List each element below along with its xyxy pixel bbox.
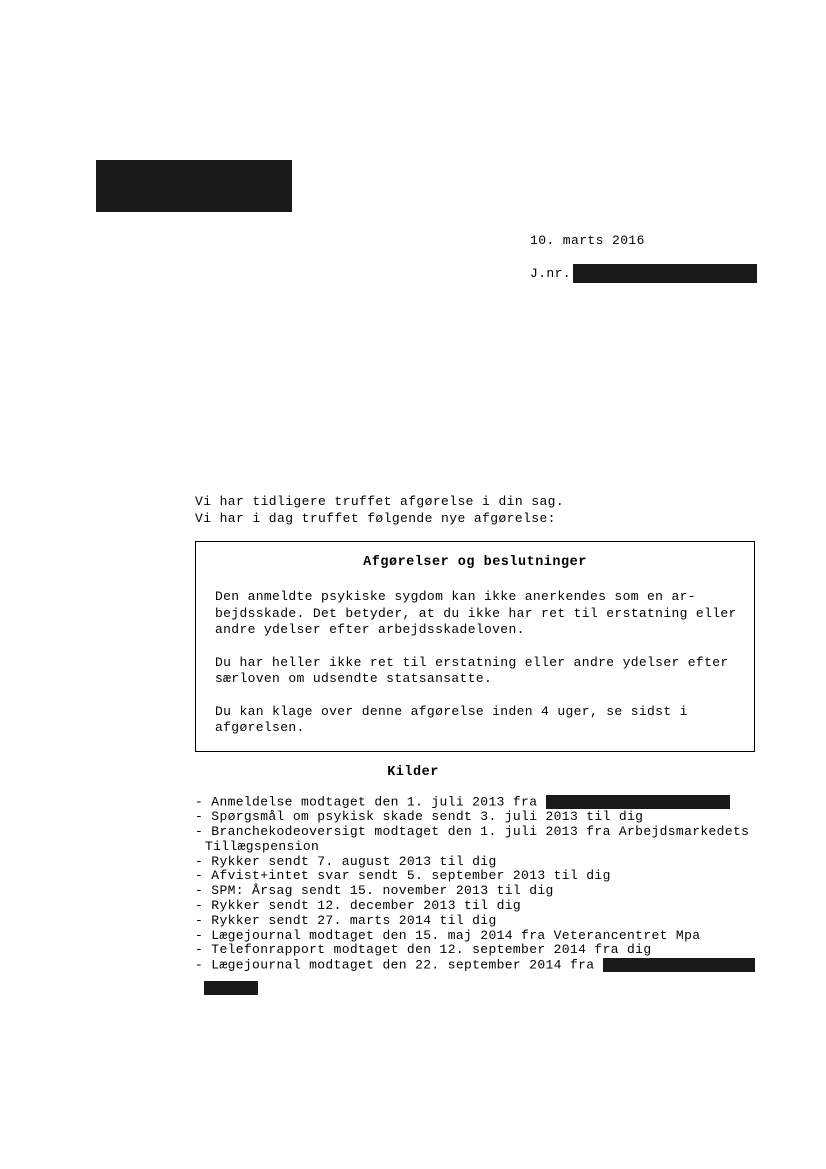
list-item: - Lægejournal modtaget den 15. maj 2014 fra Veterancentret Mpa — [195, 927, 701, 943]
list-item: - Afvist+intet svar sendt 5. september 2013 til dig — [195, 868, 611, 884]
list-item: - Rykker sendt 27. marts 2014 til dig — [195, 912, 497, 928]
source-redaction-2 — [603, 958, 755, 972]
source-text-0: - Anmeldelse modtaget den 1. juli 2013 fra — [195, 794, 538, 810]
list-item: - Rykker sendt 7. august 2013 til dig — [195, 853, 497, 869]
list-item — [195, 795, 795, 810]
source-redaction-3 — [204, 981, 258, 995]
case-number-line — [530, 264, 757, 283]
logo-redaction-block — [96, 160, 292, 212]
case-number-redaction — [573, 264, 757, 283]
intro-line-1: Vi har tidligere truffet afgørelse i din sag. — [195, 494, 565, 509]
source-redaction-1 — [546, 795, 730, 809]
list-item — [195, 958, 795, 973]
decision-paragraph-3: Du kan klage over denne afgørelse inden 4 uger, se sidst i afgørelsen. — [215, 703, 688, 735]
decision-paragraph-1: Den anmeldte psykiske sygdom kan ikke anerkendes som en ar-bejdsskade. Det betyder, at du ikke har ret til erstatning eller andre ydelser efter arbejdsskadeloven. — [215, 589, 737, 637]
decision-box-title: Afgørelser og beslutninger — [363, 555, 587, 570]
list-item: - Spørgsmål om psykisk skade sendt 3. juli 2013 til dig — [195, 809, 644, 825]
list-item: - SPM: Årsag sendt 15. november 2013 til dig — [195, 883, 554, 899]
source-text-3: Tillægspension — [205, 838, 320, 854]
list-item: - Telefonrapport modtaget den 12. september 2014 fra dig — [195, 942, 652, 958]
source-text-11: - Lægejournal modtaget den 22. september 2014 fra — [195, 957, 595, 973]
list-item-continuation — [195, 840, 795, 855]
sources-heading: Kilder — [387, 765, 439, 780]
sources-list — [195, 795, 795, 973]
intro-line-2: Vi har i dag truffet følgende nye afgørelse: — [195, 511, 556, 526]
document-date: 10. marts 2016 — [530, 233, 645, 248]
case-number-label: J.nr. — [530, 266, 572, 281]
intro-paragraph — [195, 493, 564, 527]
decision-box — [195, 541, 755, 752]
list-item: - Branchekodeoversigt modtaget den 1. juli 2013 fra Arbejdsmarkedets — [195, 824, 750, 840]
list-item: - Rykker sendt 12. december 2013 til dig — [195, 898, 522, 914]
decision-paragraph-2: Du har heller ikke ret til erstatning eller andre ydelser efter særloven om udsendte statsansatte. — [215, 654, 729, 686]
